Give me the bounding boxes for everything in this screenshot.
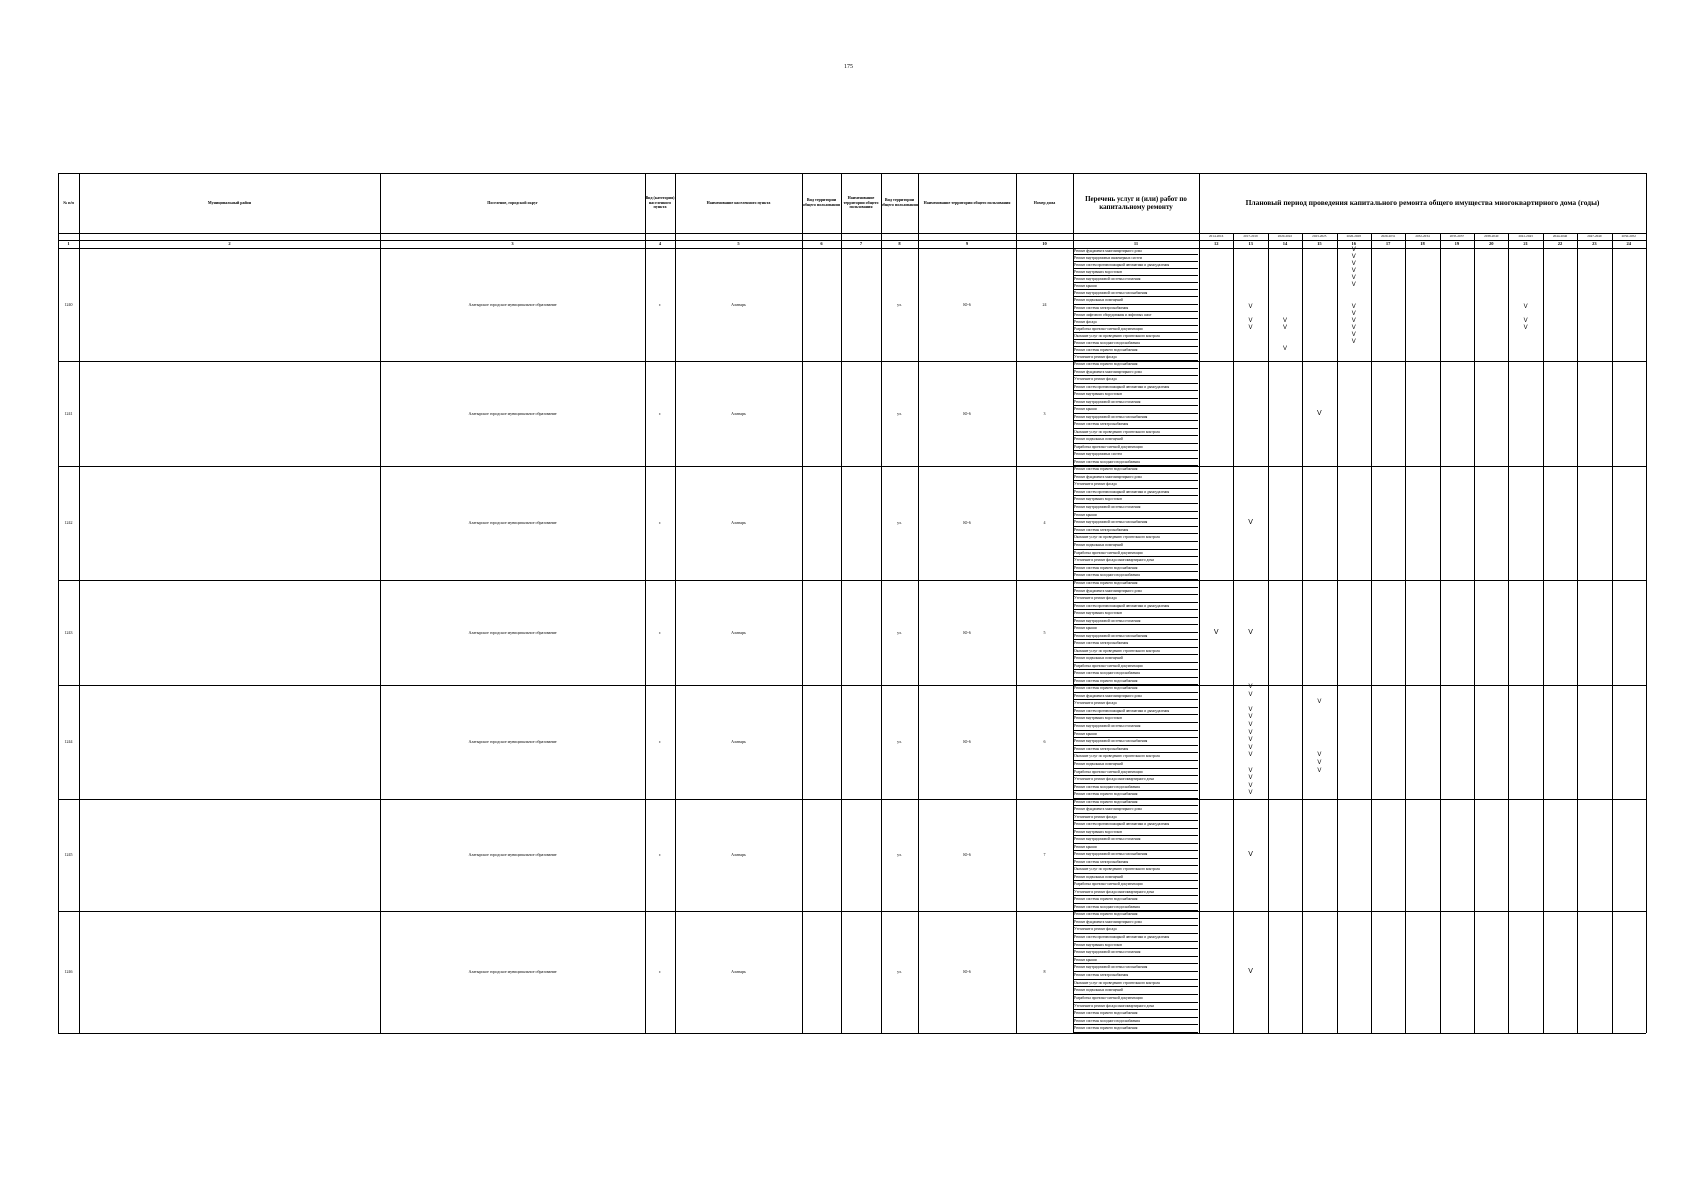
- grid-line: [1577, 233, 1578, 1033]
- locality-kind: г.: [658, 520, 662, 525]
- work-item: Ремонт подвальных помещений: [1074, 874, 1198, 881]
- work-item: Ремонт внутридомовой системы отопления: [1074, 276, 1198, 283]
- plan-mark: V: [1248, 722, 1253, 728]
- street-name: Ю-6: [963, 410, 971, 416]
- year-label: 2023-2025: [1312, 234, 1327, 238]
- street-kind: ул.: [897, 739, 902, 744]
- row-number: 1243: [64, 629, 73, 635]
- header-locality-kind: Вид (категория) населенного пункта: [645, 195, 675, 210]
- column-number: 13: [1248, 241, 1253, 246]
- work-item: Утепление и ремонт фасада многоквартирного дома: [1074, 1003, 1198, 1011]
- header-house-number: Номер дома: [1033, 199, 1056, 205]
- work-item: Ремонт внутридомовых систем: [1074, 451, 1198, 459]
- column-number: 1: [67, 241, 70, 246]
- work-item: Ремонт систем противопожарной автоматики и дымоудаления: [1074, 603, 1198, 611]
- grid-line: [1405, 233, 1406, 1033]
- work-item: Ремонт системы холодного водоснабжения: [1074, 459, 1198, 467]
- work-item: Ремонт внутридомовой системы газоснабжения: [1074, 738, 1198, 746]
- plan-mark: V: [1248, 851, 1253, 858]
- grid-line: [79, 173, 80, 1033]
- locality-kind: г.: [658, 410, 662, 416]
- column-number: 11: [1133, 241, 1139, 246]
- work-item: Ремонт системы электроснабжения: [1074, 305, 1198, 312]
- locality-name: Алатырь: [731, 852, 746, 857]
- work-item: Ремонт подвальных помещений: [1074, 297, 1198, 304]
- work-item: Ремонт системы горячего водоснабжения: [1074, 466, 1198, 474]
- street-kind: ул.: [897, 852, 902, 857]
- settlement-name: Алатырское городское муниципальное образование: [468, 852, 557, 857]
- work-item: Ремонт фундамента многоквартирного дома: [1074, 474, 1198, 482]
- grid-line: [802, 173, 803, 1033]
- work-item: Ремонт фундамента многоквартирного дома: [1074, 248, 1198, 255]
- work-item: Ремонт внутридомовой системы газоснабжения: [1074, 414, 1198, 422]
- year-label: 2041-2043: [1518, 234, 1533, 238]
- locality-name: Алатырь: [731, 969, 746, 974]
- grid-line: [1543, 233, 1544, 1033]
- work-item: Утепление и ремонт фасада: [1074, 354, 1198, 361]
- street-name: Ю-6: [963, 739, 971, 744]
- work-item: Ремонт систем противопожарной автоматики и дымоудаления: [1074, 708, 1198, 716]
- work-item: Ремонт системы холодного водоснабжения: [1074, 904, 1198, 911]
- grid-line: [1371, 233, 1372, 1033]
- plan-mark: V: [1317, 752, 1322, 759]
- page-number: 175: [844, 64, 853, 70]
- grid-line: [58, 580, 1646, 581]
- plan-mark: V: [1248, 790, 1253, 797]
- work-item: Утепление и ремонт фасада: [1074, 700, 1198, 708]
- work-item: Оказание услуг по проведению строительного контроля: [1074, 429, 1198, 437]
- plan-mark: V: [1282, 345, 1287, 352]
- locality-kind: г.: [658, 852, 662, 857]
- street-name: Ю-6: [963, 629, 971, 635]
- grid-line: [58, 799, 1646, 800]
- locality-kind: г.: [658, 739, 662, 744]
- work-item: Ремонт внутридомовой системы газоснабжения: [1074, 851, 1198, 858]
- work-item: Ремонт внутридомовой системы отопления: [1074, 504, 1198, 512]
- work-item: Ремонт внутренних водостоков: [1074, 829, 1198, 836]
- capital-repair-table: [58, 173, 1646, 1033]
- year-label: 2050-2052: [1621, 234, 1636, 238]
- work-item: Ремонт внутридомовой системы газоснабжения: [1074, 290, 1198, 297]
- street-kind: ул.: [897, 520, 902, 525]
- column-number: 15: [1317, 241, 1322, 246]
- column-number: 8: [898, 241, 901, 246]
- work-item: Утепление и ремонт фасада: [1074, 376, 1198, 384]
- plan-mark: V: [1248, 729, 1253, 736]
- work-item: Утепление и ремонт фасада: [1074, 481, 1198, 489]
- grid-line: [1646, 173, 1647, 1033]
- work-item: Ремонт подвальных помещений: [1074, 761, 1198, 769]
- house-number: 6: [1043, 739, 1046, 744]
- work-item: Ремонт внутридомовой системы газоснабжения: [1074, 633, 1198, 641]
- header-locality-name: Наименование населенного пункта: [706, 199, 771, 205]
- plan-mark: V: [1351, 275, 1356, 282]
- plan-mark: V: [1248, 684, 1253, 690]
- work-item: Разработка проектно-сметной документации: [1074, 326, 1198, 333]
- grid-line: [58, 361, 1646, 362]
- work-item: Ремонт системы горячего водоснабжения: [1074, 580, 1198, 588]
- year-label: 2014-2016: [1209, 234, 1224, 238]
- work-item: Ремонт внутридомовой системы отопления: [1074, 618, 1198, 626]
- street-name: Ю-6: [963, 520, 971, 525]
- plan-mark: V: [1351, 254, 1356, 261]
- house-number: 24: [1042, 301, 1047, 307]
- plan-mark: V: [1523, 303, 1528, 310]
- row-number: 1240: [64, 301, 73, 307]
- plan-mark: V: [1351, 282, 1356, 289]
- column-number: 23: [1592, 241, 1597, 246]
- plan-mark: V: [1248, 628, 1253, 636]
- work-item: Ремонт системы горячего водоснабжения: [1074, 1010, 1198, 1018]
- work-item: Ремонт внутренних водостоков: [1074, 942, 1198, 950]
- column-number: 6: [820, 241, 823, 246]
- work-item: Ремонт системы электроснабжения: [1074, 972, 1198, 980]
- locality-name: Алатырь: [731, 739, 746, 744]
- work-item: Утепление и ремонт фасада: [1074, 595, 1198, 603]
- work-item: Ремонт фасада: [1074, 319, 1198, 326]
- plan-mark: V: [1248, 744, 1253, 751]
- work-item: Утепление и ремонт фасада: [1074, 926, 1198, 934]
- work-item: Ремонт крыши: [1074, 283, 1198, 290]
- grid-line: [1233, 233, 1234, 1033]
- work-item: Ремонт системы электроснабжения: [1074, 421, 1198, 429]
- work-item: Оказание услуг по проведению строительного контроля: [1074, 534, 1198, 542]
- grid-line: [1268, 233, 1269, 1033]
- work-item: Ремонт крыши: [1074, 625, 1198, 633]
- work-item: Ремонт подвальных помещений: [1074, 987, 1198, 995]
- work-item: Ремонт подвальных помещений: [1074, 542, 1198, 550]
- work-item: Ремонт системы холодного водоснабжения: [1074, 340, 1198, 347]
- table-frame: [58, 173, 1646, 1033]
- work-item: Ремонт систем противопожарной автоматики и дымоудаления: [1074, 262, 1198, 269]
- header-works-list: Перечень услуг и (или) работ по капитальному ремонту: [1085, 194, 1187, 211]
- grid-line: [1508, 233, 1509, 1033]
- plan-mark: V: [1248, 324, 1253, 331]
- plan-mark: V: [1317, 760, 1322, 766]
- column-number: 5: [737, 241, 740, 246]
- work-item: Ремонт внутридомовой системы отопления: [1074, 836, 1198, 843]
- grid-line: [841, 173, 842, 1033]
- row-number: 1246: [64, 969, 73, 974]
- work-item: Ремонт системы холодного водоснабжения: [1074, 1018, 1198, 1026]
- plan-mark: V: [1351, 268, 1356, 275]
- grid-line: [1474, 233, 1475, 1033]
- work-item: Оказание услуг по проведению строительного контроля: [1074, 980, 1198, 988]
- work-item: Ремонт внутридомовой системы отопления: [1074, 399, 1198, 407]
- column-number: 24: [1626, 241, 1632, 246]
- grid-line: [58, 248, 1646, 249]
- column-number: 22: [1557, 241, 1563, 246]
- plan-mark: V: [1248, 706, 1253, 713]
- plan-mark: V: [1317, 409, 1322, 417]
- work-item: Оказание услуг по проведению строительного контроля: [1074, 333, 1198, 340]
- year-label: 2017-2019: [1243, 234, 1258, 238]
- work-item: Ремонт системы электроснабжения: [1074, 859, 1198, 866]
- work-item: Ремонт системы горячего водоснабжения: [1074, 896, 1198, 903]
- header-territory-name-2: Наименование территории общего пользования: [923, 199, 1011, 205]
- row-number: 1244: [64, 739, 73, 744]
- work-item: Утепление и ремонт фасада многоквартирного дома: [1074, 776, 1198, 784]
- plan-mark: V: [1248, 737, 1253, 744]
- work-item: Ремонт внутридомовой системы газоснабжения: [1074, 964, 1198, 972]
- work-item: Ремонт фундамента многоквартирного дома: [1074, 588, 1198, 596]
- grid-line: [58, 911, 1646, 912]
- grid-line: [1612, 233, 1613, 1033]
- row-number: 1241: [64, 410, 73, 416]
- plan-mark: V: [1248, 519, 1253, 526]
- work-item: Ремонт крыши: [1074, 731, 1198, 739]
- work-item: Ремонт систем противопожарной автоматики и дымоудаления: [1074, 384, 1198, 392]
- plan-mark: V: [1351, 247, 1356, 253]
- row-number: 1245: [64, 852, 73, 857]
- settlement-name: Алатырское городское муниципальное образование: [468, 739, 557, 744]
- plan-mark: V: [1248, 303, 1253, 310]
- work-item: Ремонт систем противопожарной автоматики и дымоудаления: [1074, 934, 1198, 942]
- house-number: 5: [1043, 629, 1046, 635]
- work-item: Ремонт системы электроснабжения: [1074, 640, 1198, 648]
- header-settlement: Поселение, городской округ: [487, 199, 538, 205]
- work-item: Ремонт фундамента многоквартирного дома: [1074, 693, 1198, 701]
- work-item: Ремонт системы холодного водоснабжения: [1074, 572, 1198, 580]
- work-item: Ремонт системы горячего водоснабжения: [1074, 799, 1198, 806]
- column-number: 18: [1420, 241, 1425, 246]
- plan-mark: V: [1351, 317, 1356, 324]
- plan-mark: V: [1282, 324, 1287, 331]
- work-item: Ремонт системы горячего водоснабжения: [1074, 361, 1198, 369]
- plan-mark: V: [1248, 968, 1253, 975]
- work-item: Ремонт системы горячего водоснабжения: [1074, 565, 1198, 573]
- column-number: 12: [1213, 241, 1219, 246]
- work-item: Разработка проектно-сметной документации: [1074, 444, 1198, 452]
- header-number: № п/п: [63, 199, 74, 205]
- house-number: 7: [1043, 852, 1046, 857]
- locality-kind: г.: [658, 629, 662, 635]
- column-number: 16: [1351, 241, 1356, 246]
- work-item: Ремонт крыши: [1074, 512, 1198, 520]
- plan-mark: V: [1248, 714, 1253, 721]
- work-item: Ремонт системы электроснабжения: [1074, 746, 1198, 754]
- column-number: 3: [511, 241, 514, 246]
- work-item: Ремонт систем противопожарной автоматики и дымоудаления: [1074, 821, 1198, 828]
- column-number: 19: [1454, 241, 1460, 246]
- column-number: 9: [965, 241, 969, 246]
- year-label: 2047-2049: [1587, 234, 1602, 238]
- plan-mark: V: [1248, 782, 1253, 789]
- work-item: Ремонт внутренних водостоков: [1074, 610, 1198, 618]
- year-label: 2029-2031: [1380, 234, 1396, 238]
- work-item: Оказание услуг по проведению строительного контроля: [1074, 648, 1198, 656]
- work-item: Утепление и ремонт фасада многоквартирного дома: [1074, 889, 1198, 896]
- year-label: 2038-2040: [1484, 234, 1499, 238]
- settlement-name: Алатырское городское муниципальное образование: [468, 520, 557, 525]
- street-kind: ул.: [897, 301, 902, 307]
- locality-kind: г.: [658, 969, 662, 974]
- house-number: 8: [1043, 969, 1046, 974]
- column-number: 14: [1282, 241, 1288, 246]
- header-territory-kind: Вид территории общего пользования: [803, 197, 840, 207]
- work-item: Утепление и ремонт фасада многоквартирного дома: [1074, 557, 1198, 565]
- plan-mark: V: [1351, 331, 1356, 338]
- plan-mark: V: [1248, 691, 1253, 698]
- locality-name: Алатырь: [731, 301, 746, 307]
- work-item: Утепление и ремонт фасада: [1074, 814, 1198, 821]
- column-number: 17: [1385, 241, 1391, 246]
- work-item: Ремонт системы горячего водоснабжения: [1074, 1025, 1198, 1033]
- work-item: Разработка проектно-сметной документации: [1074, 769, 1198, 777]
- column-number: 4: [658, 241, 662, 246]
- plan-mark: V: [1523, 317, 1528, 324]
- grid-line: [58, 1033, 1646, 1034]
- grid-line: [1440, 233, 1441, 1033]
- grid-line: [58, 685, 1646, 686]
- year-label: 2032-2034: [1415, 234, 1430, 238]
- header-territory-name: Наименование территории общего пользования: [843, 195, 879, 210]
- work-item: Ремонт системы горячего водоснабжения: [1074, 347, 1198, 354]
- plan-mark: V: [1248, 752, 1253, 759]
- work-item: Ремонт системы холодного водоснабжения: [1074, 784, 1198, 792]
- header-district: Муниципальный район: [207, 199, 252, 205]
- year-label: 2020-2022: [1277, 234, 1293, 238]
- plan-mark: V: [1351, 324, 1356, 331]
- street-name: Ю-6: [963, 852, 971, 857]
- locality-name: Алатырь: [731, 629, 746, 635]
- work-item: Ремонт внутренних водостоков: [1074, 391, 1198, 399]
- locality-name: Алатырь: [731, 410, 746, 416]
- settlement-name: Алатырское городское муниципальное образование: [468, 969, 557, 974]
- grid-line: [1337, 233, 1338, 1033]
- street-name: Ю-6: [963, 969, 971, 974]
- plan-mark: V: [1351, 261, 1356, 268]
- header-territory-kind-2: Вид территории общего пользования: [881, 197, 918, 207]
- plan-mark: V: [1213, 628, 1219, 636]
- street-kind: ул.: [897, 969, 902, 974]
- header-plan-period: Плановый период проведения капитального ремонта общего имущества многоквартирного дома (годы): [1245, 197, 1600, 207]
- work-item: Ремонт лифтового оборудования и лифтовых шахт: [1074, 312, 1198, 319]
- work-item: Ремонт внутренних водостоков: [1074, 715, 1198, 723]
- plan-mark: V: [1248, 775, 1253, 782]
- work-item: Оказание услуг по проведению строительного контроля: [1074, 866, 1198, 873]
- work-item: Ремонт системы электроснабжения: [1074, 527, 1198, 535]
- plan-mark: V: [1248, 767, 1253, 774]
- row-number: 1242: [64, 520, 73, 525]
- work-item: Ремонт внутридомовой системы отопления: [1074, 949, 1198, 957]
- street-kind: ул.: [897, 629, 902, 635]
- year-label: 2044-2046: [1552, 234, 1568, 238]
- work-item: Ремонт системы холодного водоснабжения: [1074, 670, 1198, 678]
- year-label: 2035-2037: [1449, 234, 1465, 238]
- street-name: Ю-6: [963, 301, 971, 307]
- plan-mark: V: [1282, 317, 1287, 324]
- work-item: Ремонт системы горячего водоснабжения: [1074, 678, 1198, 686]
- plan-mark: V: [1351, 310, 1356, 317]
- work-item: Ремонт фундамента многоквартирного дома: [1074, 919, 1198, 927]
- work-item: Ремонт системы горячего водоснабжения: [1074, 791, 1198, 799]
- work-item: Разработка проектно-сметной документации: [1074, 995, 1198, 1003]
- plan-mark: V: [1351, 303, 1356, 310]
- column-number: 21: [1523, 241, 1528, 246]
- settlement-name: Алатырское городское муниципальное образование: [468, 410, 557, 416]
- work-item: Ремонт крыши: [1074, 844, 1198, 851]
- locality-name: Алатырь: [731, 520, 746, 525]
- plan-mark: V: [1317, 699, 1322, 706]
- work-item: Ремонт внутридомовой системы газоснабжения: [1074, 519, 1198, 527]
- work-item: Ремонт внутридомовой системы отопления: [1074, 723, 1198, 731]
- work-item: Оказание услуг по проведению строительного контроля: [1074, 753, 1198, 761]
- work-item: Ремонт крыши: [1074, 406, 1198, 414]
- grid-line: [1199, 173, 1200, 1033]
- work-item: Ремонт подвальных помещений: [1074, 436, 1198, 444]
- plan-mark: V: [1317, 767, 1322, 774]
- work-item: Ремонт внутридомовых инженерных систем: [1074, 255, 1198, 262]
- grid-line: [1302, 233, 1303, 1033]
- column-number: 7: [859, 241, 863, 246]
- column-number: 2: [228, 241, 231, 246]
- year-label: 2026-2028: [1346, 234, 1361, 238]
- work-item: Ремонт подвальных помещений: [1074, 655, 1198, 663]
- plan-mark: V: [1351, 338, 1356, 345]
- house-number: 4: [1043, 520, 1046, 525]
- column-number: 20: [1489, 241, 1494, 246]
- work-item: Ремонт внутренних водостоков: [1074, 496, 1198, 504]
- grid-line: [58, 466, 1646, 467]
- work-item: Разработка проектно-сметной документации: [1074, 550, 1198, 558]
- settlement-name: Алатырское городское муниципальное образование: [468, 629, 557, 635]
- work-item: Ремонт внутренних водостоков: [1074, 269, 1198, 276]
- plan-mark: V: [1248, 317, 1253, 324]
- work-item: Разработка проектно-сметной документации: [1074, 881, 1198, 888]
- locality-kind: г.: [658, 301, 662, 307]
- column-number: 10: [1042, 241, 1047, 246]
- work-item: Ремонт системы горячего водоснабжения: [1074, 685, 1198, 693]
- house-number: 3: [1043, 410, 1046, 416]
- settlement-name: Алатырское городское муниципальное образование: [468, 301, 557, 307]
- work-item: Ремонт систем противопожарной автоматики и дымоудаления: [1074, 489, 1198, 497]
- work-item: Ремонт фундамента многоквартирного дома: [1074, 806, 1198, 813]
- work-item: Ремонт крыши: [1074, 957, 1198, 965]
- street-kind: ул.: [897, 410, 902, 416]
- work-item: Ремонт фундамента многоквартирного дома: [1074, 369, 1198, 377]
- plan-mark: V: [1523, 324, 1528, 331]
- work-item: Разработка проектно-сметной документации: [1074, 663, 1198, 671]
- work-item: Ремонт системы горячего водоснабжения: [1074, 911, 1198, 919]
